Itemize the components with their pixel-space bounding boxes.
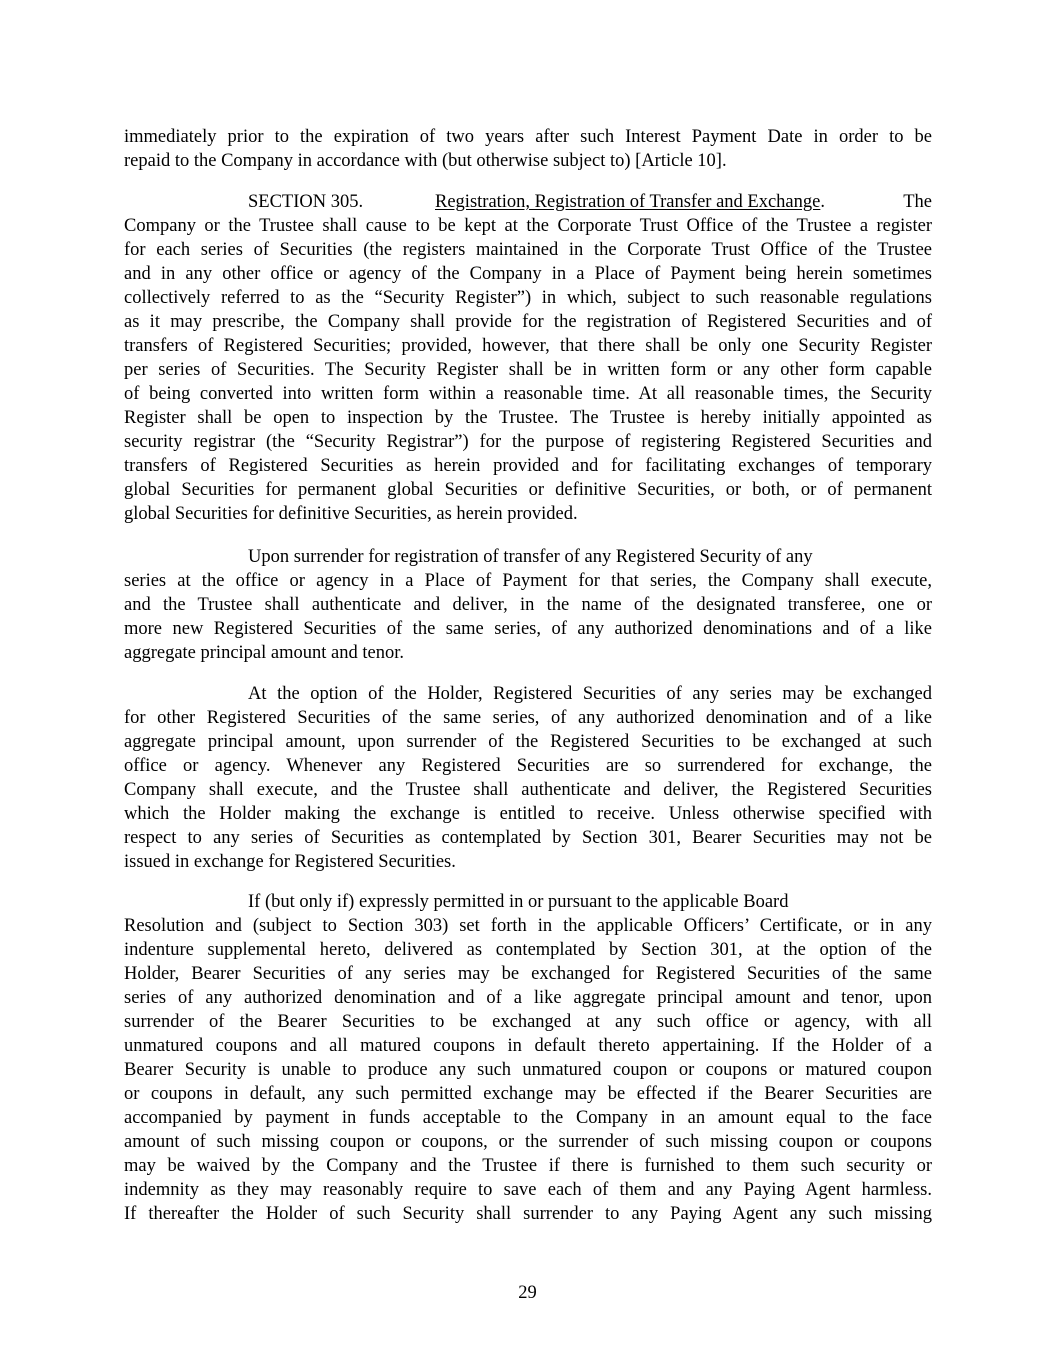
paragraph-line: aggregate principal amount and tenor. bbox=[124, 643, 404, 663]
paragraph-line: repaid to the Company in accordance with (but otherwise subject to) [Article 10]. bbox=[124, 151, 727, 171]
paragraph-line: collectively referred to as the “Security Register”) in which, subject to such reasonable regulations bbox=[124, 288, 932, 308]
page-number: 29 bbox=[518, 1283, 537, 1303]
paragraph-line: issued in exchange for Registered Securities. bbox=[124, 852, 456, 872]
paragraph-first-line: Upon surrender for registration of transfer of any Registered Security of any bbox=[248, 547, 813, 567]
paragraph-line: Company shall execute, and the Trustee shall authenticate and deliver, the Registered Securities bbox=[124, 780, 932, 800]
paragraph-line: If thereafter the Holder of such Security shall surrender to any Paying Agent any such missing bbox=[124, 1204, 932, 1224]
paragraph-line: transfers of Registered Securities; provided, however, that there shall be only one Security Register bbox=[124, 336, 932, 356]
paragraph-line: Holder, Bearer Securities of any series may be exchanged for Registered Securities of the same bbox=[124, 964, 932, 984]
section-number: SECTION 305. bbox=[248, 192, 364, 212]
paragraph-line: series of any authorized denomination and of a like aggregate principal amount and tenor, upon bbox=[124, 988, 932, 1008]
paragraph-line: Register shall be open to inspection by the Trustee. The Trustee is hereby initially appointed as bbox=[124, 408, 932, 428]
paragraph-line: for each series of Securities (the registers maintained in the Corporate Trust Office of the Trustee bbox=[124, 240, 932, 260]
paragraph-line: Company or the Trustee shall cause to be kept at the Corporate Trust Office of the Trustee a register bbox=[124, 216, 932, 236]
paragraph-line: or coupons in default, any such permitted exchange may be effected if the Bearer Securities are bbox=[124, 1084, 932, 1104]
paragraph-first-line: If (but only if) expressly permitted in or pursuant to the applicable Board bbox=[248, 892, 789, 912]
paragraph-line: unmatured coupons and all matured coupons in default thereto appertaining. If the Holder of a bbox=[124, 1036, 932, 1056]
paragraph-line: of being converted into written form within a reasonable time. At all reasonable times, the Security bbox=[124, 384, 932, 404]
paragraph-line: accompanied by payment in funds acceptable to the Company in an amount equal to the face bbox=[124, 1108, 932, 1128]
paragraph-line: amount of such missing coupon or coupons, or the surrender of such missing coupon or coupons bbox=[124, 1132, 932, 1152]
paragraph-line: aggregate principal amount, upon surrender of the Registered Securities to be exchanged at such bbox=[124, 732, 932, 752]
paragraph-line: global Securities for definitive Securities, as herein provided. bbox=[124, 504, 578, 524]
paragraph-line: and the Trustee shall authenticate and deliver, in the name of the designated transferee, one or bbox=[124, 595, 932, 615]
paragraph-line: for other Registered Securities of the same series, of any authorized denomination and of a like bbox=[124, 708, 932, 728]
paragraph-line: per series of Securities. The Security Register shall be in written form or any other form capable bbox=[124, 360, 932, 380]
paragraph-line: transfers of Registered Securities as herein provided and for facilitating exchanges of temporary bbox=[124, 456, 932, 476]
paragraph-line: surrender of the Bearer Securities to be exchanged at any such office or agency, with all bbox=[124, 1012, 932, 1032]
paragraph-line: series at the office or agency in a Place of Payment for that series, the Company shall execute, bbox=[124, 571, 932, 591]
paragraph-line: security registrar (the “Security Registrar”) for the purpose of registering Registered Securities and bbox=[124, 432, 932, 452]
paragraph-line: office or agency. Whenever any Registered Securities are so surrendered for exchange, the bbox=[124, 756, 932, 776]
section-title-period: . bbox=[820, 192, 825, 212]
paragraph-first-line: At the option of the Holder, Registered Securities of any series may be exchanged bbox=[248, 684, 932, 704]
paragraph-line: as it may prescribe, the Company shall provide for the registration of Registered Securities and of bbox=[124, 312, 932, 332]
section-title: Registration, Registration of Transfer and Exchange bbox=[435, 192, 821, 212]
paragraph-line: more new Registered Securities of the same series, of any authorized denominations and of a like bbox=[124, 619, 932, 639]
paragraph-line: which the Holder making the exchange is entitled to receive. Unless otherwise specified with bbox=[124, 804, 932, 824]
paragraph-line: immediately prior to the expiration of two years after such Interest Payment Date in order to be bbox=[124, 127, 932, 147]
paragraph-line: indemnity as they may reasonably require to save each of them and any Paying Agent harmless. bbox=[124, 1180, 932, 1200]
paragraph-line: may be waived by the Company and the Trustee if there is furnished to them such security or bbox=[124, 1156, 932, 1176]
paragraph-line: global Securities for permanent global Securities or definitive Securities, or both, or of permanent bbox=[124, 480, 932, 500]
paragraph-line: indenture supplemental hereto, delivered as contemplated by Section 301, at the option of the bbox=[124, 940, 932, 960]
section-lead-word: The bbox=[903, 192, 932, 212]
paragraph-line: Resolution and (subject to Section 303) set forth in the applicable Officers’ Certificate, or in any bbox=[124, 916, 932, 936]
paragraph-line: and in any other office or agency of the Company in a Place of Payment being herein sometimes bbox=[124, 264, 932, 284]
paragraph-line: Bearer Security is unable to produce any such unmatured coupon or coupons or matured coupon bbox=[124, 1060, 932, 1080]
paragraph-line: respect to any series of Securities as contemplated by Section 301, Bearer Securities may not be bbox=[124, 828, 932, 848]
